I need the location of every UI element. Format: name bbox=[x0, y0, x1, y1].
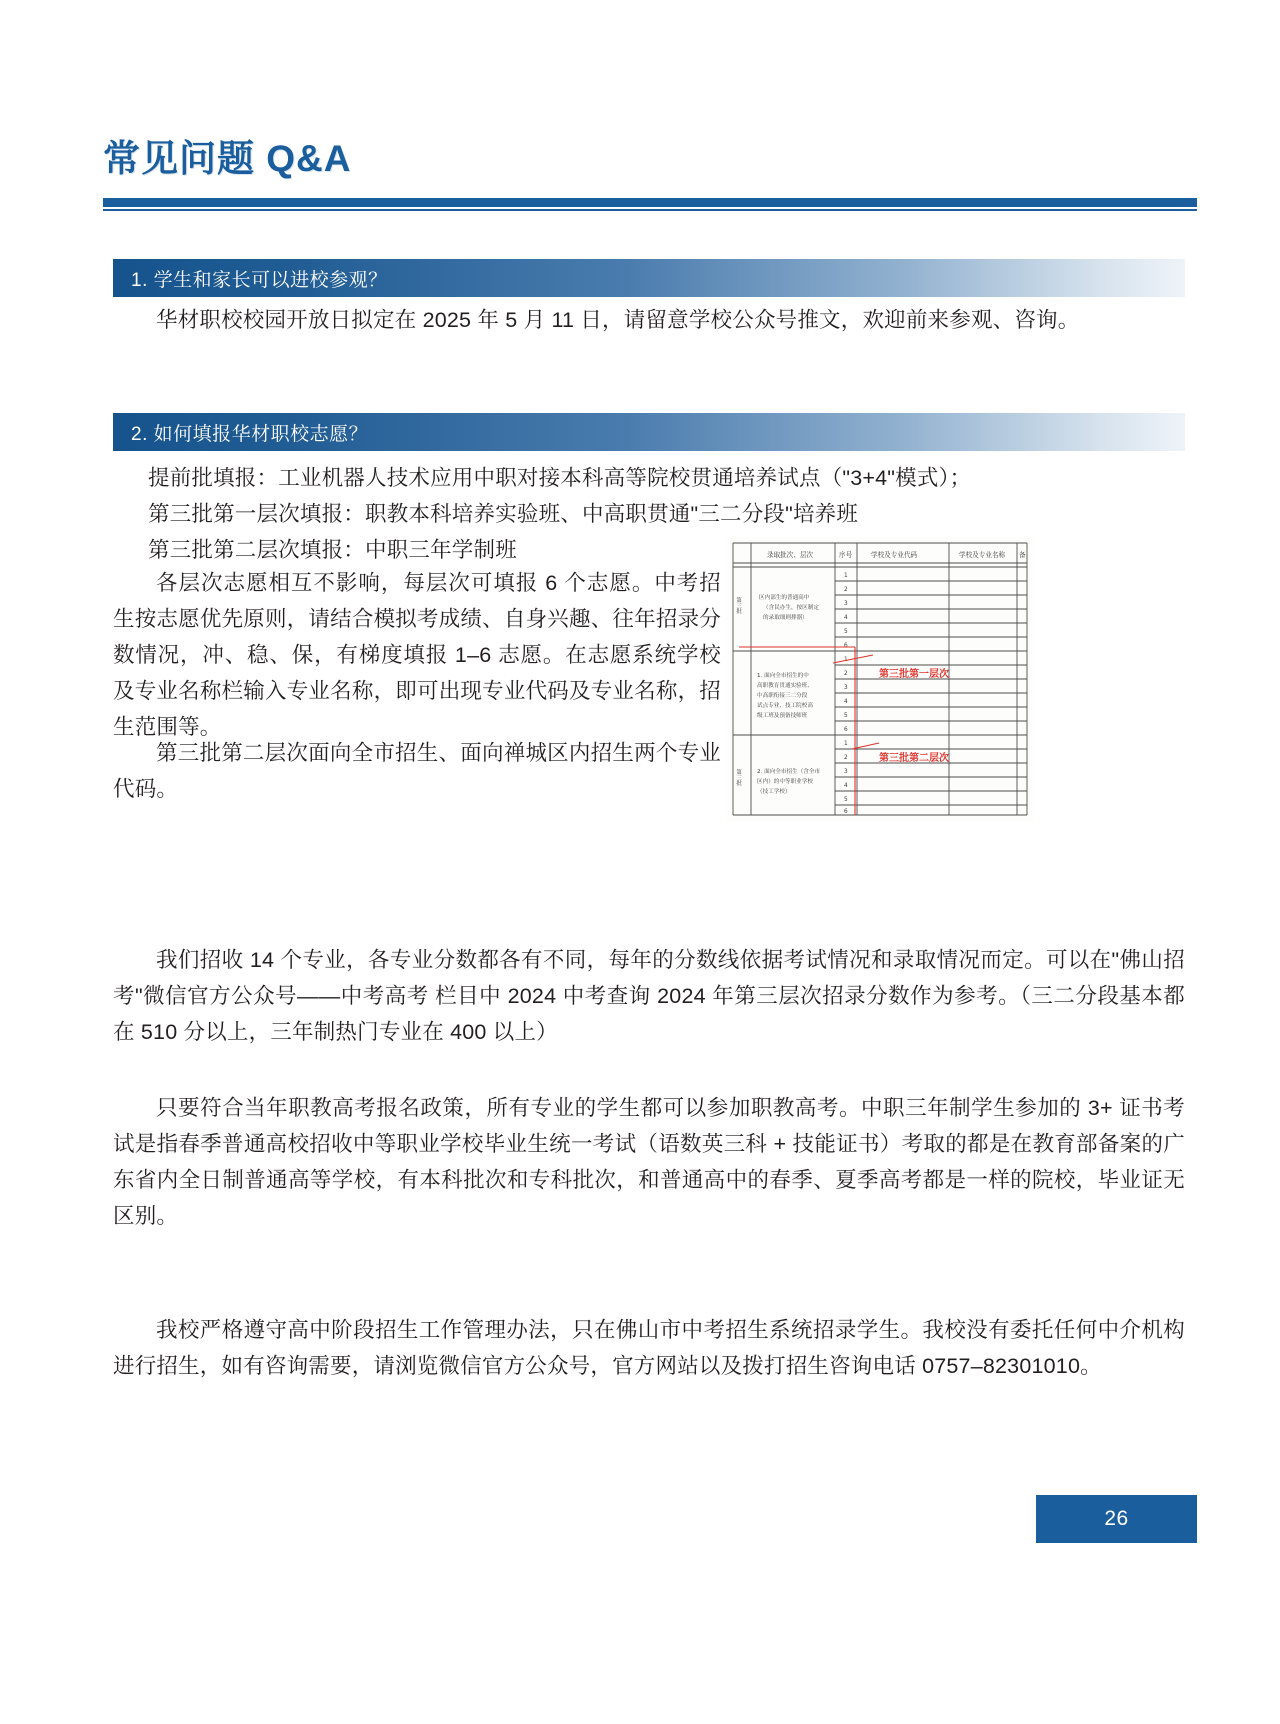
faq-question-bar-1 bbox=[113, 259, 1185, 297]
section-paragraph-1: 我们招收 14 个专业，各专业分数都各有不同，每年的分数线依据考试情况和录取情况而定。可以在"佛山招考"微信官方公众号——中考高考 栏目中 2024 中考查询 2024 年第三层次招录分数作为参考。（三二分段基本都在 510 分以上，三年制热门专业在 400 以上） bbox=[113, 948, 1185, 1044]
svg-text:3: 3 bbox=[844, 685, 848, 691]
svg-text:6: 6 bbox=[844, 809, 848, 815]
svg-text:序号: 序号 bbox=[839, 551, 853, 559]
svg-text:（含民办生，按区制定: （含民办生，按区制定 bbox=[763, 605, 819, 611]
svg-text:试点专业、技工院校高: 试点专业、技工院校高 bbox=[757, 703, 813, 709]
svg-text:4: 4 bbox=[844, 615, 848, 621]
figure-annotation-2: 第三批第二层次 bbox=[879, 753, 949, 764]
faq-question-label-1: 1. 学生和家长可以进校参观？ bbox=[131, 269, 388, 291]
page-number-box bbox=[1036, 1495, 1197, 1543]
svg-text:2. 面向全市招生（含全市: 2. 面向全市招生（含全市 bbox=[757, 769, 821, 775]
faq-question-label-2: 2. 如何填报华材职校志愿？ bbox=[131, 423, 369, 445]
svg-text:1: 1 bbox=[844, 741, 848, 747]
svg-text:备: 备 bbox=[1019, 551, 1026, 559]
figure-annotation-1: 第三批第一层次 bbox=[879, 669, 949, 680]
svg-text:高职教育贯通实验班、: 高职教育贯通实验班、 bbox=[757, 683, 813, 689]
section-paragraph-3: 我校严格遵守高中阶段招生工作管理办法，只在佛山市中考招生系统招录学生。我校没有委托任何中介机构进行招生，如有咨询需要，请浏览微信官方公众号，官方网站以及拨打招生咨询电话 0757–82301010。 bbox=[113, 1318, 1185, 1378]
svg-text:录取批次、层次: 录取批次、层次 bbox=[767, 551, 814, 559]
svg-text:学校及专业名称: 学校及专业名称 bbox=[959, 551, 1006, 559]
svg-text:3: 3 bbox=[844, 601, 848, 607]
faq2-line-2: 第三批第一层次填报：职教本科培养实验班、中高职贯通"三二分段"培养班 bbox=[148, 502, 859, 526]
page-number: 26 bbox=[1104, 1507, 1129, 1530]
svg-text:6: 6 bbox=[844, 727, 848, 733]
svg-text:第三批: 第三批 bbox=[735, 769, 741, 786]
application-form-figure bbox=[727, 537, 1033, 821]
svg-text:中高职衔接三二分段: 中高职衔接三二分段 bbox=[757, 693, 808, 699]
svg-text:1. 面向全市招生的中: 1. 面向全市招生的中 bbox=[757, 673, 809, 679]
svg-text:（技工学校）: （技工学校） bbox=[757, 789, 791, 795]
svg-text:1: 1 bbox=[844, 573, 848, 579]
svg-text:2: 2 bbox=[844, 755, 848, 761]
faq2-line-1: 提前批填报：工业机器人技术应用中职对接本科高等院校贯通培养试点（"3+4"模式）； bbox=[148, 466, 972, 490]
svg-text:5: 5 bbox=[844, 797, 848, 803]
faq-question-bar-2 bbox=[113, 413, 1185, 451]
faq2-paragraph-2: 第三批第二层次面向全市招生、面向禅城区内招生两个专业代码。 bbox=[113, 741, 721, 801]
page-title: 常见问题 Q&A bbox=[103, 138, 352, 179]
svg-text:学校及专业代码: 学校及专业代码 bbox=[871, 551, 918, 559]
title-rule bbox=[103, 198, 1197, 207]
svg-text:6: 6 bbox=[844, 643, 848, 649]
section-paragraph-2: 只要符合当年职教高考报名政策，所有专业的学生都可以参加职教高考。中职三年制学生参加的 3+ 证书考试是指春季普通高校招收中等职业学校毕业生统一考试（语数英三科 + 技能证书）考取的都是在教育部备案的广东省内全日制普通高等学校，有本科批次和专科批次，和普通高中的春季、夏季高考都是一样的院校，毕业证无区别。 bbox=[113, 1096, 1185, 1228]
svg-text:4: 4 bbox=[844, 783, 848, 789]
svg-text:2: 2 bbox=[844, 587, 848, 593]
title-rule-thin bbox=[103, 209, 1197, 211]
faq-answer-1: 华材职校校园开放日拟定在 2025 年 5 月 11 日，请留意学校公众号推文，欢迎前来参观、咨询。 bbox=[156, 308, 1080, 332]
svg-text:4: 4 bbox=[844, 699, 848, 705]
svg-text:1: 1 bbox=[844, 657, 848, 663]
svg-text:5: 5 bbox=[844, 629, 848, 635]
svg-text:区内部生的普通高中: 区内部生的普通高中 bbox=[759, 595, 810, 601]
svg-text:区内）的中等职业学校: 区内）的中等职业学校 bbox=[757, 779, 813, 785]
faq2-line-3: 第三批第二层次填报：中职三年学制班 bbox=[148, 538, 517, 562]
svg-text:的录取细则排器）: 的录取细则排器） bbox=[763, 615, 808, 621]
svg-text:3: 3 bbox=[844, 769, 848, 775]
svg-text:5: 5 bbox=[844, 713, 848, 719]
svg-text:第三批: 第三批 bbox=[735, 597, 741, 614]
svg-text:2: 2 bbox=[844, 671, 848, 677]
svg-text:级工班及预备技师班: 级工班及预备技师班 bbox=[757, 713, 808, 719]
faq2-paragraph-1: 各层次志愿相互不影响，每层次可填报 6 个志愿。中考招生按志愿优先原则，请结合模拟考成绩、自身兴趣、往年招录分数情况，冲、稳、保，有梯度填报 1–6 志愿。在志愿系统学校及专业名称栏输入专业名称，即可出现专业代码及专业名称，招生范围等。 bbox=[113, 571, 721, 739]
